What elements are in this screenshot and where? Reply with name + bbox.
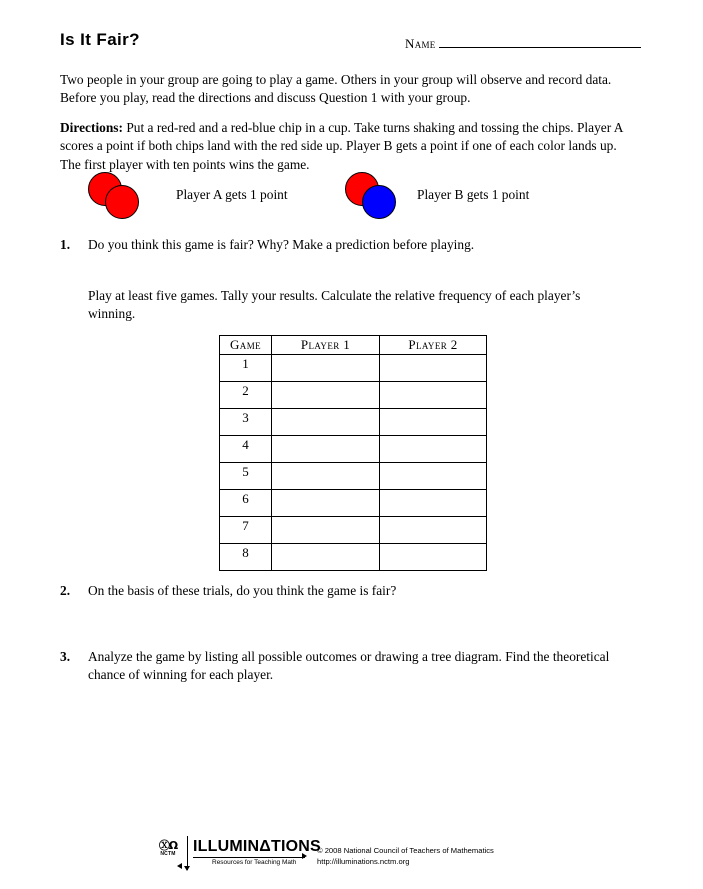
table-header-row [220,336,487,355]
table-row [220,490,487,517]
illuminations-logo [150,836,321,870]
player-b-chip-pair [345,170,401,222]
illuminations-wordmark: ILLUMINΔTIONS [193,838,321,855]
logo-divider [187,836,188,870]
game-number-cell: 1 [220,355,272,382]
player-2-entry-cell[interactable] [380,517,487,544]
arrow-down-icon [184,866,190,871]
player-1-entry-cell[interactable] [272,490,380,517]
table-row [220,544,487,571]
player-1-entry-cell[interactable] [272,436,380,463]
player-a-chip-pair [88,170,144,222]
question-3-text: Analyze the game by listing all possible outcomes or drawing a tree diagram. Find the theoretical chance of winning for each player. [88,649,610,683]
game-number-cell: 2 [220,382,272,409]
arrow-right-icon [302,853,307,859]
player-2-entry-cell[interactable] [380,382,487,409]
results-table [219,335,487,571]
column-header-player-1: Player 1 [272,336,380,355]
nctm-org-label: NCTM [160,851,176,857]
game-number-cell: 7 [220,517,272,544]
table-row [220,463,487,490]
player-1-entry-cell[interactable] [272,409,380,436]
page-header [60,30,643,62]
table-row [220,517,487,544]
question-1-number: 1. [60,237,71,252]
nctm-glyph-icon: ⓍΩ [158,839,178,852]
question-3 [60,648,620,685]
column-header-game: Game [220,336,272,355]
directions-text: Put a red-red and a red-blue chip in a cup. Take turns shaking and tossing the chips. Player A scores a point if both chips land with the red side up. Player B gets a point if one of each color lands up. The first player with ten points wins the game. [60,120,623,172]
play-instruction-text: Play at least five games. Tally your results. Calculate the relative frequency of each player’s winning. [88,288,581,322]
column-header-player-2: Player 2 [380,336,487,355]
player-2-entry-cell[interactable] [380,544,487,571]
question-2 [60,582,640,600]
game-number-cell: 4 [220,436,272,463]
player-2-entry-cell[interactable] [380,355,487,382]
question-1 [60,236,640,254]
game-number-cell: 3 [220,409,272,436]
question-2-text: On the basis of these trials, do you think the game is fair? [88,583,397,598]
player-a-caption: Player A gets 1 point [176,187,288,202]
player-1-entry-cell[interactable] [272,355,380,382]
game-number-cell: 5 [220,463,272,490]
footer-credit [317,845,494,867]
page-footer [150,836,570,872]
table-row [220,409,487,436]
page-title: Is It Fair? [60,30,140,49]
blue-chip-icon [362,185,396,219]
question-2-number: 2. [60,583,71,598]
player-1-entry-cell[interactable] [272,517,380,544]
directions-label: Directions: [60,120,123,135]
name-write-in-line[interactable] [439,36,641,48]
question-1-text: Do you think this game is fair? Why? Make a prediction before playing. [88,237,475,252]
copyright-text: © 2008 National Council of Teachers of Mathematics [317,846,494,855]
name-field-block [405,36,641,52]
game-number-cell: 8 [220,544,272,571]
directions-paragraph [60,119,640,174]
name-label: Name [405,36,436,51]
table-row [220,382,487,409]
table-row [220,355,487,382]
player-2-entry-cell[interactable] [380,409,487,436]
player-2-entry-cell[interactable] [380,490,487,517]
player-b-caption: Player B gets 1 point [417,187,530,202]
game-number-cell: 6 [220,490,272,517]
player-2-entry-cell[interactable] [380,436,487,463]
chip-illustrations [60,170,640,228]
player-2-entry-cell[interactable] [380,463,487,490]
arrow-left-icon [177,863,182,869]
logo-tagline: Resources for Teaching Math [212,859,297,866]
red-chip-icon [105,185,139,219]
question-3-number: 3. [60,649,71,664]
player-1-entry-cell[interactable] [272,544,380,571]
illuminations-url[interactable]: http://illuminations.nctm.org [317,857,410,866]
player-1-entry-cell[interactable] [272,382,380,409]
player-1-entry-cell[interactable] [272,463,380,490]
nctm-mark-icon [153,840,183,862]
intro-paragraph: Two people in your group are going to play a game. Others in your group will observe and record data. Before you play, read the directions and discuss Question 1 with your group. [60,72,612,106]
table-row [220,436,487,463]
